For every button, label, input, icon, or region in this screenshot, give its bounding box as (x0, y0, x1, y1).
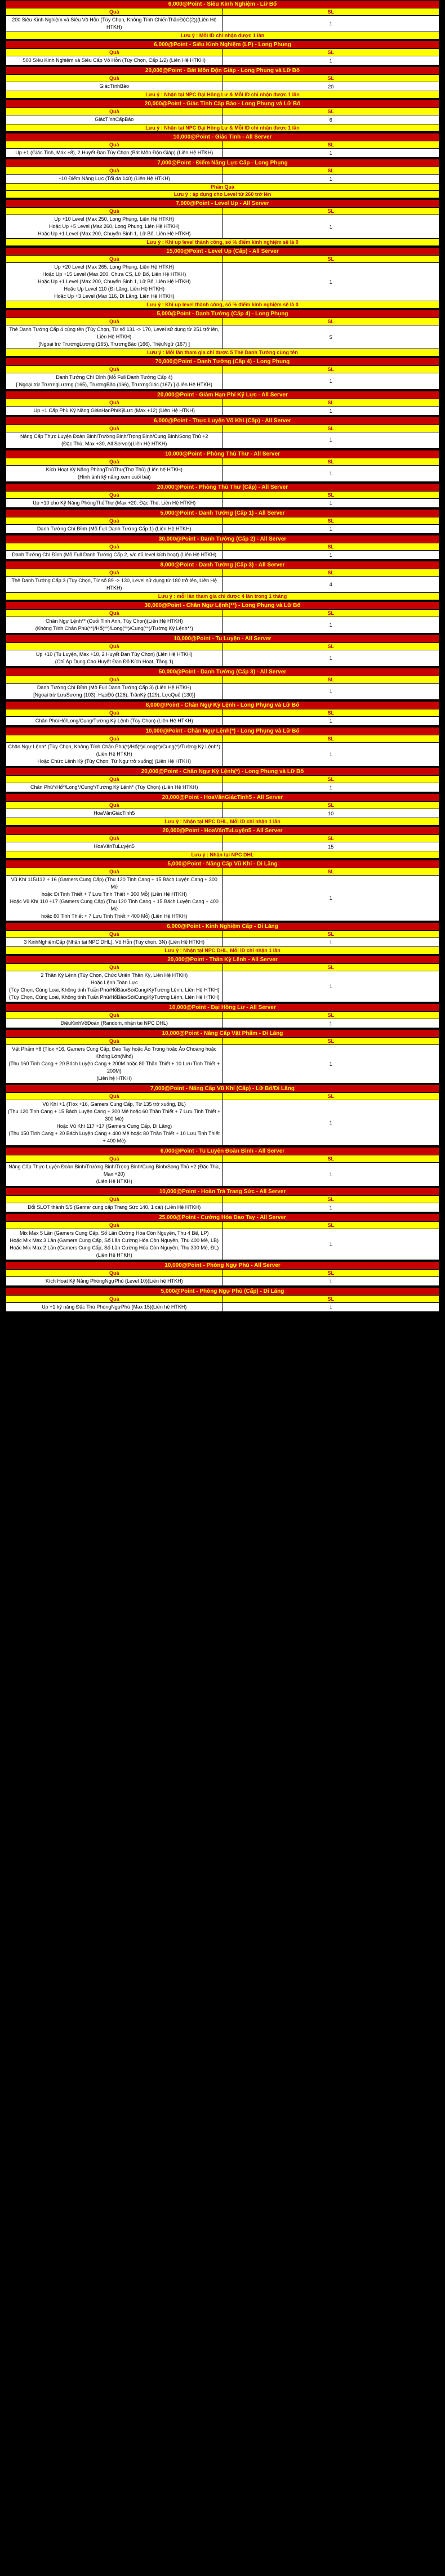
qty-cell: 1 (222, 617, 439, 633)
block-title: 20,000@Point - Giảm Hạn Phí Kỹ Lực - All Server (6, 391, 439, 399)
col-header-qty: SL (222, 543, 439, 551)
table-row (6, 809, 439, 818)
qty-cell: 1 (222, 743, 439, 766)
block-title: 6,000@Point - Tu Luyện Đoàn Binh - All Server (6, 1148, 439, 1155)
block-title: 6,000@Point - Thực Luyện Võ Khí (Cấp) - All Server (6, 417, 439, 425)
col-header-gift: Quà (6, 1038, 223, 1045)
table-row (6, 525, 439, 534)
qty-cell: 1 (222, 1203, 439, 1212)
reward-block (6, 793, 439, 825)
col-header-qty: SL (222, 643, 439, 650)
col-header-gift: Quà (6, 1270, 223, 1277)
col-header-gift: Quà (6, 1155, 223, 1163)
gift-cell: Chân Ngự Lệnh** (Cuối Tinh Anh, Tùy Chọn)(Liên Hệ HTKH) (Không Tính Chân Phú(**)/Hổ(**)/Long(**)/Cung(**)/Tường Kỳ Lệnh**) (6, 617, 223, 633)
gift-cell: 200 Siêu Kinh Nghiệm và Siêu Vô Hỗn (Tùy Chọn, Không Tính ChiếnThầnĐộC(2))(Liên Hệ HTKH) (6, 16, 223, 32)
col-header-gift: Quà (6, 517, 223, 525)
reward-block (6, 1261, 439, 1286)
col-header-gift: Quà (6, 75, 223, 82)
block-note: Lưu ý : Khi up level thành công, số % điểm kinh nghiệm sẽ là 0 (6, 239, 439, 246)
reward-block (6, 358, 439, 390)
block-title: 20,000@Point - HoaVănGiácTinh5 - All Server (6, 794, 439, 802)
reward-block (6, 509, 439, 534)
reward-block (6, 0, 439, 39)
block-note: Lưu ý : Mỗi lần tham gia chỉ được 5 Thẻ Danh Tướng cùng tên (6, 349, 439, 356)
gift-cell: 500 Siêu Kinh Nghiệm và Siêu Cấp Vô Hỗn (Tùy Chọn, Cấp 1/2) (Liên Hệ HTKH) (6, 56, 223, 65)
table-row (6, 842, 439, 851)
gift-cell: Kích Hoạt Kỹ Năng PhòngNgựPhù (Level 10)(Liên hệ HTKH) (6, 1277, 223, 1286)
col-header-qty: SL (222, 167, 439, 175)
qty-cell: 1 (222, 1045, 439, 1083)
block-title: 5,000@Point - Danh Tướng (Cấp 4) - Long Phụng (6, 310, 439, 318)
table-row (6, 684, 439, 700)
col-header-gift: Quà (6, 208, 223, 215)
col-header-gift: Quà (6, 802, 223, 809)
qty-cell: 1 (222, 876, 439, 921)
table-row (6, 499, 439, 508)
col-header-qty: SL (222, 676, 439, 684)
reward-block (6, 727, 439, 766)
block-title: 20,000@Point - HoaVănTuLuyện5 - All Server (6, 827, 439, 835)
qty-cell: 1 (222, 432, 439, 449)
table-row (6, 1303, 439, 1312)
reward-block (6, 247, 439, 309)
gift-cell: Chân Phú*/Hổ*/Long*/Cung*/Tường Kỳ Lệnh* (Tùy Chọn) (Liên Hệ HTKH) (6, 783, 223, 792)
col-header-gift: Quà (6, 931, 223, 938)
col-header-gift: Quà (6, 256, 223, 263)
gift-cell: Vật Phẩm +8 (Tlox +16, Gamers Cung Cấp, Đao Tay hoặc Áo Trong hoặc Áo Choàng hoặc Khóng Lớn(Nhó) (Thu 160 Tinh Cang + 20 Bách Luyện Cang + 200M hoặc 80 Thần Thiết + 10 Lưu Tinh Thiết + 200M) (Liên hệ HTKH) (6, 1045, 223, 1083)
qty-cell: 1 (222, 16, 439, 32)
table-row (6, 115, 439, 124)
table-row (6, 16, 439, 32)
gift-cell: 2 Thần Kỳ Lệnh (Tùy Chọn, Chức Uriên Thần Kỳ, Liên Hệ HTKH) Hoặc Lệnh Toàn Lực (Tùy Chọn, Cùng Loại, Không tính Tuấn Phú/HổBảo/SóiCung/KỳTường Lệnh, Liên Hệ HTKH) (Tùy Chọn, Cùng Loại, Không tính Tuấn Phú/HổBảo/SóiCung/KỳTường Lệnh, Liên Hệ HTKH) (6, 971, 223, 1002)
qty-cell: 1 (222, 525, 439, 534)
block-title: 70,000@Point - Danh Tướng (Cấp 4) - Long Phụng (6, 358, 439, 366)
col-header-gift: Quà (6, 1012, 223, 1019)
col-header-qty: SL (222, 610, 439, 617)
col-header-gift: Quà (6, 108, 223, 115)
qty-cell: 1 (222, 1163, 439, 1186)
gift-cell: Nâng Cấp Thực Luyện Đoàn Binh/Trường Binh/Trọng Binh/Cung Binh/Song Thủ +2 (Đặc Thù, Max +30, All Server)(Liên Hệ HTKH) (6, 432, 223, 449)
block-note: Lưu ý : Nhận tại NPC DHL, Mỗi ID chỉ nhận 1 lần (6, 947, 439, 954)
table-row (6, 466, 439, 482)
col-header-gift: Quà (6, 458, 223, 466)
gift-cell: Chân Ngự Lệnh* (Tùy Chọn, Không Tính Chân Phú(*)/Hổ(*)/Long(*)/Cung(*)/Tường Kỳ Lệnh*) (Liên Hệ HTKH) Hoặc Chức Lệnh Kỳ (Tùy Chọn, Từ Ngự trở xuống) (Liên Hệ HTKH) (6, 743, 223, 766)
qty-cell: 1 (222, 407, 439, 416)
block-note: Lưu ý : áp dụng cho Level từ 260 trở lên (6, 191, 439, 198)
col-header-gift: Quà (6, 676, 223, 684)
block-title: 10,000@Point - Phòng Ngự Phù - All Server (6, 1262, 439, 1270)
reward-block (6, 922, 439, 954)
gift-cell: Mix Max 5 Lần (Gamers Cung Cấp, Số Lần Cường Hóa Còn Nguyên, Thu 4 Bế, LP) Hoặc Mix Max 3 Lần (Gamers Cung Cấp, Số Lần Cường Hóa Còn Nguyên, Thu 400 Mê, LB) Hoặc Mix Max 2 Lần (Gamers Cung Cấp, Số Lần Cường Hóa Còn Nguyên, Thu 300 Mê, ĐL) (Liên Hệ HTKH) (6, 1229, 223, 1260)
table-row (6, 1045, 439, 1083)
reward-block (6, 956, 439, 1002)
col-header-qty: SL (222, 141, 439, 149)
col-header-qty: SL (222, 256, 439, 263)
gift-cell: Thẻ Danh Tướng Cấp 3 (Tùy Chọn, Từ số 89 -> 130, Level sử dụng từ 180 trở lên, Liên Hệ HTKH) (6, 577, 223, 593)
col-header-gift: Quà (6, 709, 223, 717)
col-header-gift: Quà (6, 776, 223, 783)
col-header-gift: Quà (6, 492, 223, 499)
block-title: 10,000@Point - Đại Hồng Lư - All Server (6, 1004, 439, 1012)
reward-block (6, 535, 439, 560)
col-header-gift: Quà (6, 610, 223, 617)
col-header-qty: SL (222, 75, 439, 82)
block-title: 10,000@Point - Tu Luyện - All Server (6, 635, 439, 643)
reward-block (6, 767, 439, 792)
col-header-qty: SL (222, 569, 439, 577)
block-note: Lưu ý : Khi up level thành công, số % điểm kinh nghiệm sẽ là 0 (6, 301, 439, 309)
block-title: 20,000@Point - Phòng Thủ Thư (Cấp) - All Server (6, 484, 439, 492)
col-header-gift: Quà (6, 167, 223, 175)
table-row (6, 783, 439, 792)
qty-cell: 20 (222, 82, 439, 91)
block-title: 20,000@Point - Giác Tính Cấp Bảo - Long Phụng và Lữ Bố (6, 100, 439, 108)
gift-cell: HoaVănTuLuyện5 (6, 842, 223, 851)
reward-block (6, 1084, 439, 1146)
col-header-gift: Quà (6, 1093, 223, 1100)
col-header-qty: SL (222, 318, 439, 325)
block-title: 10,000@Point - Hoàn Trả Trang Sức - All Server (6, 1188, 439, 1196)
table-row (6, 1019, 439, 1028)
table-row (6, 876, 439, 921)
qty-cell: 5 (222, 325, 439, 349)
qty-cell: 10 (222, 809, 439, 818)
col-header-qty: SL (222, 735, 439, 743)
gift-cell: Up +10 Level (Max 250, Long Phụng, Liên Hệ HTKH) Hoặc Up +5 Level (Max 260, Long Phụng, Liên Hệ HTKH) Hoặc Up +1 Level (Max 200, Chuyển Sinh 1, Lữ Bố, Liên Hệ HTKH) (6, 215, 223, 239)
block-title: 15,000@Point - Level Up (Cấp) - All Server (6, 248, 439, 256)
gift-cell: Up +10 cho Kỹ Năng PhòngThủThư (Max +20, Đặc Thù, Liên Hệ HTKH) (6, 499, 223, 508)
qty-cell: 1 (222, 1303, 439, 1312)
col-header-qty: SL (222, 1270, 439, 1277)
gift-cell: Up +1 (Giác Tinh, Max +8), 2 Huyết Đan Tùy Chọn (Bát Môn Độn Giáp) (Liên Hệ HTKH) (6, 149, 223, 158)
col-header-gift: Quà (6, 318, 223, 325)
col-header-gift: Quà (6, 643, 223, 650)
col-header-qty: SL (222, 1196, 439, 1203)
reward-block (6, 199, 439, 246)
col-header-qty: SL (222, 1222, 439, 1229)
phan-qua-label: Phần Quà (6, 184, 439, 191)
block-title: 20,000@Point - Chân Ngự Kỳ Lệnh(*) - Long Phụng và Lữ Bố (6, 768, 439, 776)
qty-cell: 6 (222, 115, 439, 124)
table-row (6, 373, 439, 390)
gift-cell: Up +1 kỹ năng Đặc Thù PhòngNgựPhù (Max 15)(Liên hệ HTKH) (6, 1303, 223, 1312)
qty-cell: 1 (222, 215, 439, 239)
reward-block (6, 1213, 439, 1260)
table-row (6, 717, 439, 726)
block-title: 30,000@Point - Chân Ngự Lệnh(**) - Long Phụng và Lữ Bố (6, 602, 439, 610)
col-header-qty: SL (222, 868, 439, 876)
block-title: 30,000@Point - Danh Tướng (Cấp 2) - All Server (6, 535, 439, 543)
reward-block (6, 827, 439, 859)
col-header-qty: SL (222, 425, 439, 432)
col-header-gift: Quà (6, 1222, 223, 1229)
reward-block (6, 1029, 439, 1083)
col-header-gift: Quà (6, 569, 223, 577)
block-title: 7,000@Point - Level Up - All Server (6, 200, 439, 208)
block-title: 50,000@Point - Danh Tướng (Cấp 3) - All Server (6, 668, 439, 676)
block-note: Lưu ý : Mỗi ID chỉ nhận được 1 lần (6, 32, 439, 39)
gift-cell: Vũ Khí 115/112 + 16 (Gamers Cung Cấp) (Thu 120 Tinh Cang + 15 Bách Luyện Cang + 300 Mê hoặc Đi Tinh Thiết + 7 Lưu Tinh Thiết + 300 Mỗ) (Liên Hệ HTKH) Hoặc Vũ Khí 110 +17 (Gamers Cung Cấp) (Thu 120 Tinh Cang + 15 Bách Luyện Cang + 400 Mê hoặc 60 Tinh Thiết + 7 Lưu Tinh Thiết + 400 Mỗ) (Liên Hệ HTKH) (6, 876, 223, 921)
block-title: 20,000@Point - Thần Kỳ Lệnh - All Server (6, 956, 439, 964)
table-row (6, 325, 439, 349)
gift-cell: GiácTínhBảo (6, 82, 223, 91)
reward-block (6, 391, 439, 416)
gift-cell: HoaVănGiácTinh5 (6, 809, 223, 818)
qty-cell: 1 (222, 263, 439, 301)
block-title: 5,000@Point - Danh Tướng (Cấp 1) - All Server (6, 510, 439, 517)
block-title: 7,000@Point - Nâng Cấp Vũ Khí (Cấp) - Lữ Bố/Di Lăng (6, 1085, 439, 1093)
reward-block (6, 1147, 439, 1186)
reward-block (6, 133, 439, 158)
qty-cell: 1 (222, 175, 439, 184)
block-note: Lưu ý : Nhận tại NPC Đại Hồng Lư & Mỗi ID chỉ nhận được 1 lần (6, 124, 439, 132)
reward-block (6, 310, 439, 356)
block-note: Lưu ý : Nhận tại NPC DHL, Mỗi ID chỉ nhận 1 lần (6, 818, 439, 825)
col-header-qty: SL (222, 49, 439, 56)
col-header-gift: Quà (6, 868, 223, 876)
block-note: Lưu ý : Nhận tại NPC DHL (6, 851, 439, 859)
table-row (6, 1277, 439, 1286)
table-row (6, 82, 439, 91)
col-header-qty: SL (222, 931, 439, 938)
gift-cell: Danh Tướng Chí Đỉnh (Mỗ Full Danh Tướng Cấp 4) [ Ngoại trừ TrươngLương (165), TrươngBảo (166), TrươngGiác (167) ] (Liên Hệ HTKH) (6, 373, 223, 390)
reward-block (6, 701, 439, 726)
table-row (6, 175, 439, 184)
table-row (6, 149, 439, 158)
col-header-qty: SL (222, 1093, 439, 1100)
qty-cell: 1 (222, 717, 439, 726)
qty-cell: 1 (222, 938, 439, 947)
col-header-qty: SL (222, 458, 439, 466)
col-header-gift: Quà (6, 1196, 223, 1203)
gift-cell: Up +10 (Tu Luyện, Max +10, 2 Huyết Đan Tùy Chọn) (Liên Hệ HTKH) (Chỉ Áp Dụng Cho Huyết Đan Đỏ Kích Hoạt, Tầng 1) (6, 650, 223, 667)
table-row (6, 1163, 439, 1186)
reward-block (6, 668, 439, 700)
qty-cell: 1 (222, 149, 439, 158)
col-header-gift: Quà (6, 735, 223, 743)
col-header-qty: SL (222, 492, 439, 499)
col-header-qty: SL (222, 776, 439, 783)
reward-block (6, 41, 439, 65)
table-row (6, 743, 439, 766)
col-header-qty: SL (222, 709, 439, 717)
gift-cell: 3 KinhNghiệmCấp (Nhận tại NPC DHL), Vô Hỗn (Tùy chọn, 3N) (Liên Hệ HTKH) (6, 938, 223, 947)
block-note: Lưu ý : Nhận tại NPC Đại Hồng Lư & Mỗi ID chỉ nhận được 1 lần (6, 91, 439, 99)
col-header-gift: Quà (6, 1296, 223, 1303)
block-title: 7,000@Point - Điểm Nâng Lực Cấp - Long Phụng (6, 159, 439, 167)
col-header-qty: SL (222, 208, 439, 215)
reward-block (6, 100, 439, 132)
block-title: 10,000@Point - Phòng Thủ Thư - All Server (6, 450, 439, 458)
qty-cell: 1 (222, 551, 439, 560)
col-header-qty: SL (222, 399, 439, 407)
col-header-gift: Quà (6, 366, 223, 373)
reward-block (6, 1003, 439, 1028)
reward-block (6, 601, 439, 633)
gift-cell: Thẻ Danh Tướng Cấp 4 cùng tên (Tùy Chọn, Từ số 131 -> 170, Level sử dụng từ 251 trở lên, Liên Hệ HTKH) [Ngoại trừ TrươngLương (165), TrươngBảo (166), TriệuNgữ (167) ] (6, 325, 223, 349)
col-header-gift: Quà (6, 425, 223, 432)
gift-cell: Vũ Khí +1 (Tlox +16, Gamers Cung Cấp, Từ 135 trở xuống, ĐL) (Thu 120 Tinh Cang + 15 Bách Luyện Cang + 300 Mê hoặc 60 Thần Thiết + 7 Lưu Tinh Thiết + 300 Mê) Hoặc Vũ Khí 117 +17 (Gamers Cung Cấp, Di Lăng) (Thu 150 Tinh Cang + 20 Bách Luyện Cang + 400 Mê hoặc 80 Thần Thiết + 10 Lưu Tinh Thiết + 400 Mê) (6, 1100, 223, 1146)
col-header-gift: Quà (6, 835, 223, 842)
qty-cell: 1 (222, 499, 439, 508)
col-header-gift: Quà (6, 8, 223, 16)
qty-cell: 1 (222, 684, 439, 700)
qty-cell: 15 (222, 842, 439, 851)
gift-cell: Danh Tướng Chí Đỉnh (Mỗ Full Danh Tướng Cấp 2, v/c đủ level kích hoạt) (Liên Hệ HTKH) (6, 551, 223, 560)
qty-cell: 4 (222, 577, 439, 593)
block-title: 6,000@Point - Siêu Kinh Nghiệm - Lữ Bố (6, 1, 439, 8)
reward-block (6, 159, 439, 198)
block-title: 5,000@Point - Phòng Ngự Phù (Cấp) - Di Lăng (6, 1288, 439, 1296)
qty-cell: 1 (222, 56, 439, 65)
gift-cell: GiácTínhCấpBảo (6, 115, 223, 124)
block-title: 8,000@Point - Chân Ngự Kỳ Lệnh - Long Phụng và Lữ Bố (6, 702, 439, 709)
table-row (6, 263, 439, 301)
gift-cell: Nâng Cấp Thực Luyện Đoàn Binh/Trường Binh/Trọng Binh/Cung Binh/Song Thủ +2 (Đặc Thù, Max +20) (Liên Hệ HTKH) (6, 1163, 223, 1186)
gift-cell: Danh Tướng Chí Đỉnh (Mỗ Full Danh Tướng Cấp 3) (Liên Hệ HTKH) [Ngoại trừ LưuSương (103), HạoĐộ (126), TrầnKỳ (129), LựcQuế (130)] (6, 684, 223, 700)
gift-cell: Chân Phù/Hổ/Long/Cung/Tường Kỳ Lệnh (Tùy Chọn) (Liên Hệ HTKH) (6, 717, 223, 726)
col-header-qty: SL (222, 108, 439, 115)
reward-block (6, 635, 439, 667)
table-row (6, 617, 439, 633)
qty-cell: 1 (222, 1100, 439, 1146)
block-title: 20,000@Point - Bát Môn Độn Giáp - Long Phụng và Lữ Bố (6, 67, 439, 75)
block-title: 10,000@Point - Giác Tinh - All Server (6, 133, 439, 141)
gift-cell: Đổi SLOT thành 5/5 (Gamer cung cấp Trang Sức 140, 1 cái) (Liên Hệ HTKH) (6, 1203, 223, 1212)
reward-block (6, 860, 439, 921)
table-row (6, 432, 439, 449)
table-row (6, 215, 439, 239)
col-header-qty: SL (222, 1012, 439, 1019)
table-row (6, 1203, 439, 1212)
reward-block (6, 66, 439, 99)
table-row (6, 938, 439, 947)
table-row (6, 1229, 439, 1260)
col-header-qty: SL (222, 802, 439, 809)
col-header-gift: Quà (6, 543, 223, 551)
block-title: 5,000@Point - Nâng Cấp Vũ Khí - Di Lăng (6, 860, 439, 868)
reward-block (6, 417, 439, 449)
col-header-qty: SL (222, 8, 439, 16)
gift-cell: Danh Tướng Chí Đỉnh (Mỗ Full Danh Tướng Cấp 1) (Liên Hệ HTKH) (6, 525, 223, 534)
block-title: 10,000@Point - Nâng Cấp Vật Phẩm - Di Lăng (6, 1030, 439, 1038)
col-header-gift: Quà (6, 399, 223, 407)
gift-cell: +10 Điểm Nâng Lực (Tối đa 140) (Liên Hệ HTKH) (6, 175, 223, 184)
gift-cell: Up +1 Cấp Phù Kỹ Năng GiánHạnPhíKỹLực (Max +12) (Liên Hệ HTKH) (6, 407, 223, 416)
col-header-qty: SL (222, 1038, 439, 1045)
table-row (6, 577, 439, 593)
qty-cell: 1 (222, 783, 439, 792)
block-title: 10,000@Point - Chân Ngự Lệnh(*) - Long Phụng và Lữ Bố (6, 727, 439, 735)
block-note: Lưu ý : mỗi lần tham gia chỉ được 4 lần trong 1 tháng (6, 593, 439, 600)
table-row (6, 971, 439, 1002)
block-title: 8,000@Point - Danh Tướng (Cấp 3) - All Server (6, 561, 439, 569)
qty-cell: 1 (222, 1019, 439, 1028)
block-title: 6,000@Point - Siêu Kinh Nghiệm (LP) - Long Phụng (6, 41, 439, 49)
qty-cell: 1 (222, 466, 439, 482)
qty-cell: 1 (222, 373, 439, 390)
col-header-gift: Quà (6, 141, 223, 149)
col-header-qty: SL (222, 517, 439, 525)
gift-cell: Up +20 Level (Max 265, Long Phụng, Liên Hệ HTKH) Hoặc Up +15 Level (Max 200, Chưa CS, Lữ Bố, Liên Hệ HTKH) Hoặc Up +1 Level (Max 200, Chuyển Sinh 1, Lữ Bố, Liên Hệ HTKH) Hoặc Up Level 110 (Đi Lăng, Liên Hệ HTKH) Hoặc Up +3 Level (Max 116, Đi Lăng, Liên Hệ HTKH) (6, 263, 223, 301)
block-title: 6,000@Point - Kinh Nghiệm Cấp - Di Lăng (6, 923, 439, 931)
qty-cell: 1 (222, 1229, 439, 1260)
col-header-qty: SL (222, 835, 439, 842)
reward-block (6, 483, 439, 508)
reward-block (6, 1187, 439, 1212)
table-row (6, 56, 439, 65)
table-row (6, 1100, 439, 1146)
table-row (6, 551, 439, 560)
reward-block (6, 450, 439, 482)
gift-cell: Kích Hoạt Kỹ Năng PhòngThủThư(Thợ Thủ) (Liên hệ HTKH) (Hình ảnh kỹ năng xem cuối bài) (6, 466, 223, 482)
col-header-gift: Quà (6, 964, 223, 971)
col-header-qty: SL (222, 1155, 439, 1163)
reward-block (6, 1287, 439, 1312)
col-header-qty: SL (222, 964, 439, 971)
reward-block (6, 561, 439, 600)
col-header-qty: SL (222, 366, 439, 373)
table-row (6, 407, 439, 416)
block-title: 25,000@Point - Cường Hóa Đao Tay - All Server (6, 1214, 439, 1222)
qty-cell: 1 (222, 1277, 439, 1286)
gift-cell: ĐiệuKinhVôĐoàn (Random, nhận tại NPC DHL) (6, 1019, 223, 1028)
col-header-qty: SL (222, 1296, 439, 1303)
table-row (6, 650, 439, 667)
col-header-gift: Quà (6, 49, 223, 56)
qty-cell: 1 (222, 971, 439, 1002)
qty-cell: 1 (222, 650, 439, 667)
